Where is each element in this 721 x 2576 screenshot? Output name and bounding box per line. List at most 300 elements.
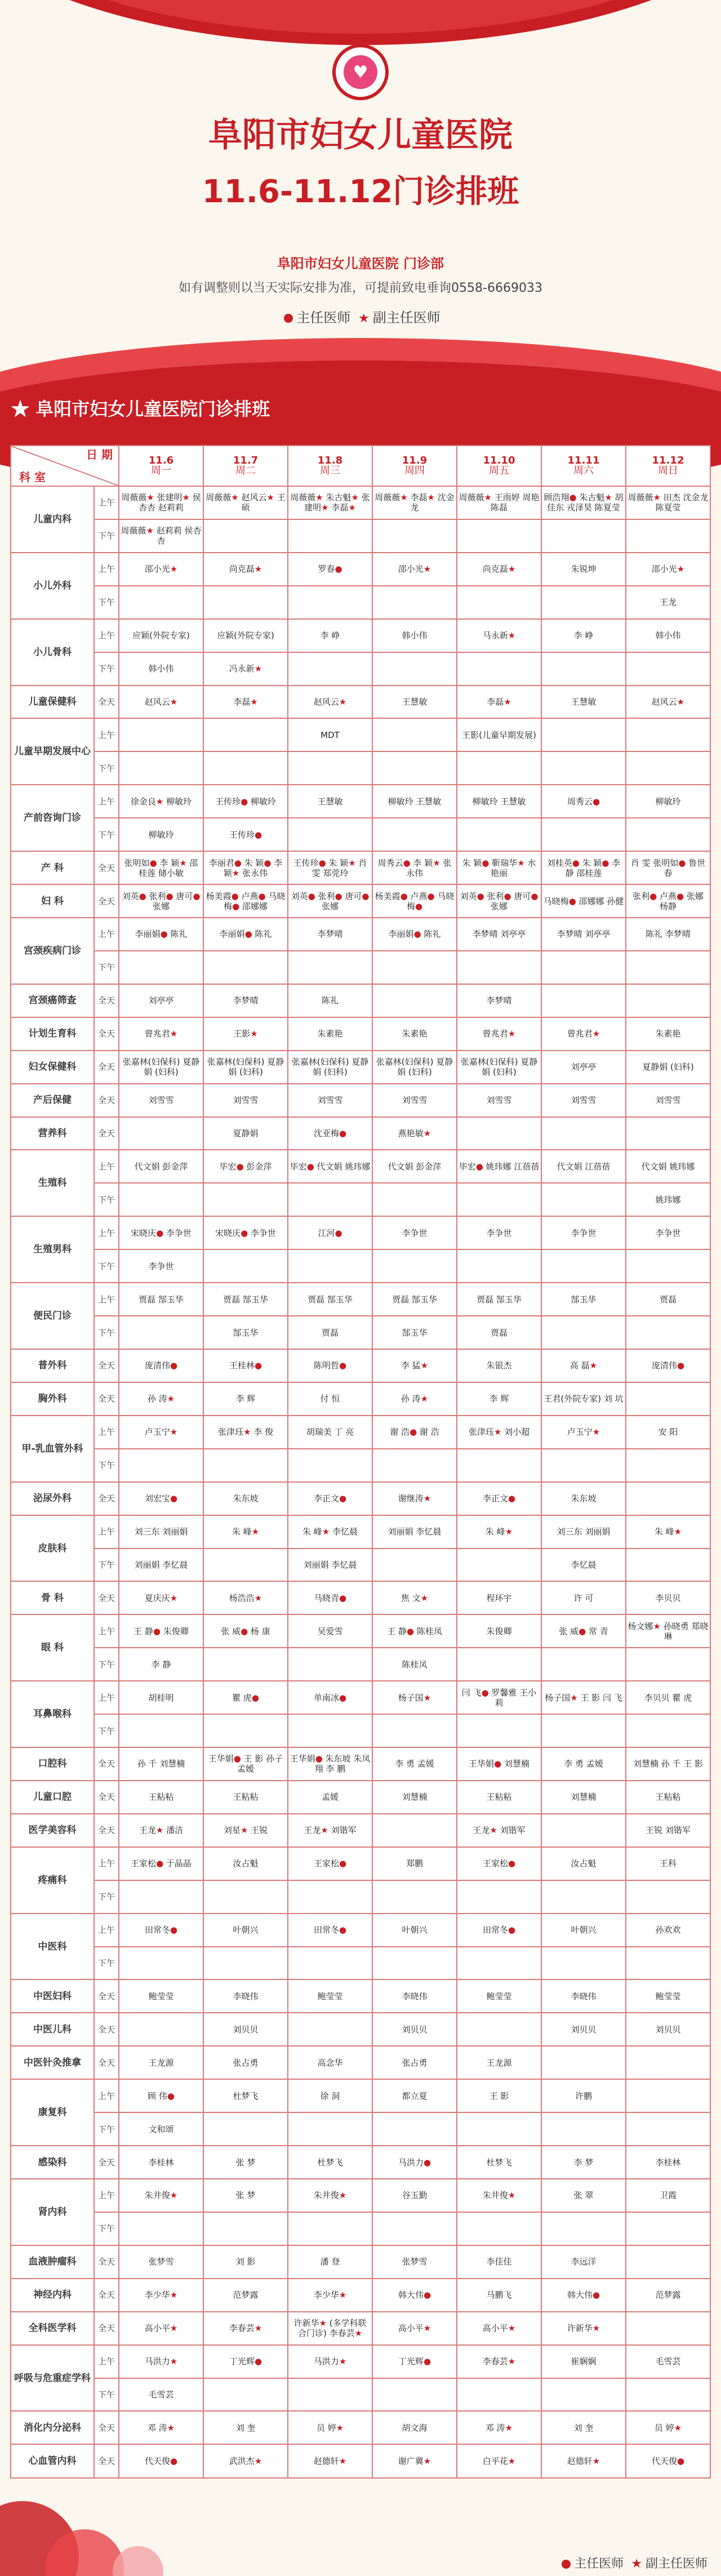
time-slot: 全天 xyxy=(94,2444,119,2478)
schedule-cell: 马晓青● xyxy=(288,1581,372,1614)
time-slot: 上午 xyxy=(94,1847,119,1880)
schedule-cell xyxy=(203,1947,288,1980)
schedule-cell: 许新华★ xyxy=(541,2312,626,2345)
schedule-cell xyxy=(626,2212,710,2245)
time-slot: 上午 xyxy=(94,2345,119,2378)
schedule-cell xyxy=(372,2378,457,2412)
schedule-cell: 贾磊 郜玉华 xyxy=(288,1283,372,1316)
time-slot: 上午 xyxy=(94,1283,119,1316)
schedule-cell: 卢玉宁★ xyxy=(119,1416,203,1449)
schedule-cell: 张津珏★ 李 俊 xyxy=(203,1416,288,1449)
schedule-cell: 田常冬● xyxy=(288,1914,372,1947)
schedule-cell xyxy=(457,1183,541,1216)
table-row xyxy=(11,1880,710,1914)
schedule-cell: 丁光辉● xyxy=(203,2345,288,2378)
schedule-cell: 陈明哲● xyxy=(288,1349,372,1382)
table-row xyxy=(11,1814,710,1847)
schedule-cell xyxy=(626,2046,710,2079)
schedule-cell: 周薇薇★ 朱古魁★ 张建明★ 李磊★ xyxy=(288,486,372,519)
schedule-cell: 高小平★ xyxy=(119,2312,203,2345)
table-row xyxy=(11,984,710,1017)
schedule-cell: 刘贝贝 xyxy=(626,2013,710,2046)
time-slot: 下午 xyxy=(94,1549,119,1582)
schedule-cell: 刘 奎 xyxy=(203,2411,288,2444)
time-slot: 上午 xyxy=(94,785,119,818)
dept-name: 普外科 xyxy=(11,1349,94,1382)
star-icon: ★ xyxy=(358,312,370,326)
schedule-cell: 江河● xyxy=(288,1216,372,1249)
schedule-cell: 孟媛 xyxy=(288,1781,372,1814)
schedule-cell: 朱 峰★ xyxy=(457,1515,541,1549)
schedule-cell: 郜玉华 xyxy=(541,1283,626,1316)
schedule-cell: 代文娟 彭金萍 xyxy=(372,1150,457,1183)
schedule-cell: 卢玉宁★ xyxy=(541,1416,626,1449)
schedule-cell: 毕宏● 代文娟 姚玮娜 xyxy=(288,1150,372,1183)
schedule-cell: 庞清伟● xyxy=(626,1349,710,1382)
schedule-cell: 韩小伟 xyxy=(372,619,457,652)
schedule-cell: 刘贝贝 xyxy=(541,2013,626,2046)
schedule-cell: 杨文娜★ 孙晓勇 郑晓琳 xyxy=(626,1614,710,1648)
schedule-cell xyxy=(541,984,626,1017)
table-row xyxy=(11,2112,710,2146)
section-banner: ★ 阜阳市妇女儿童医院门诊排班 xyxy=(0,393,721,425)
time-slot: 全天 xyxy=(94,1349,119,1382)
dept-name: 骨 科 xyxy=(11,1581,94,1614)
time-slot: 全天 xyxy=(94,1117,119,1150)
table-row xyxy=(11,1150,710,1183)
dept-name: 儿童早期发展中心 xyxy=(11,718,94,785)
schedule-cell: 李贝贝 瞿 虎 xyxy=(626,1681,710,1714)
dept-name: 产前咨询门诊 xyxy=(11,785,94,851)
schedule-cell: 柳敏玲 xyxy=(626,785,710,818)
table-row xyxy=(11,2345,710,2378)
dept-name: 计划生育科 xyxy=(11,1017,94,1051)
schedule-cell: 周薇薇★ 赵风云★ 王硕 xyxy=(203,486,288,519)
schedule-cell: 李争世 xyxy=(372,1216,457,1249)
dept-name: 便民门诊 xyxy=(11,1283,94,1349)
dept-name: 肾内科 xyxy=(11,2179,94,2245)
schedule-cell: 李 勇 孟嫒 xyxy=(541,1747,626,1781)
schedule-cell xyxy=(626,1549,710,1582)
schedule-cell: 夏静娟 (妇科) xyxy=(626,1051,710,1084)
legend: 主任医师 ★ 副主任医师 xyxy=(0,306,721,326)
time-slot: 上午 xyxy=(94,2179,119,2212)
schedule-cell: 徐金良★ 柳敏玲 xyxy=(119,785,203,818)
schedule-cell xyxy=(119,1316,203,1349)
dept-name: 宫颈疾病门诊 xyxy=(11,918,94,984)
time-slot: 全天 xyxy=(94,2013,119,2046)
schedule-cell: 毛雪芸 xyxy=(626,2345,710,2378)
time-slot: 下午 xyxy=(94,951,119,984)
schedule-cell xyxy=(541,2046,626,2079)
schedule-cell xyxy=(203,519,288,553)
table-row xyxy=(11,1781,710,1814)
dept-name: 全科医学科 xyxy=(11,2312,94,2345)
schedule-cell: 冯永新★ xyxy=(203,652,288,686)
schedule-cell xyxy=(372,718,457,751)
schedule-cell: 李丽娟● 陈礼 xyxy=(119,918,203,951)
dept-name: 中医针灸推拿 xyxy=(11,2046,94,2079)
schedule-cell xyxy=(626,1947,710,1980)
schedule-cell: 胡文海 xyxy=(372,2411,457,2444)
dept-name: 儿童口腔 xyxy=(11,1781,94,1814)
schedule-cell: 王桂林● xyxy=(203,1349,288,1382)
schedule-cell: 刘英● 张利● 唐可● 张娜 xyxy=(119,884,203,918)
schedule-cell: 谢 浩● 谢 浩 xyxy=(372,1416,457,1449)
schedule-cell: 张嘉林(妇保科) 夏静娟 (妇科) xyxy=(372,1051,457,1084)
schedule-cell: 李桂林 xyxy=(626,2146,710,2179)
time-slot: 下午 xyxy=(94,1316,119,1349)
table-row xyxy=(11,1747,710,1781)
time-slot: 全天 xyxy=(94,1814,119,1847)
schedule-cell: 高 磊★ xyxy=(541,1349,626,1382)
schedule-cell: 王粘粘 xyxy=(203,1781,288,1814)
schedule-cell xyxy=(541,751,626,785)
schedule-cell xyxy=(119,1947,203,1980)
schedule-cell xyxy=(541,951,626,984)
schedule-cell: 刘丽娟 李忆晨 xyxy=(372,1515,457,1549)
table-row xyxy=(11,652,710,686)
schedule-cell: 孙 涛★ xyxy=(372,1382,457,1416)
schedule-cell xyxy=(457,1880,541,1914)
schedule-cell: 邓 涛★ xyxy=(457,2411,541,2444)
table-row xyxy=(11,1847,710,1880)
table-row xyxy=(11,2212,710,2245)
table-row xyxy=(11,718,710,751)
schedule-cell xyxy=(457,2378,541,2412)
schedule-cell: 马永新★ xyxy=(457,619,541,652)
schedule-cell: 张占勇 xyxy=(372,2046,457,2079)
schedule-cell: 李正文● xyxy=(457,1482,541,1515)
schedule-cell: 马洪力● xyxy=(372,2146,457,2179)
schedule-cell xyxy=(626,652,710,686)
schedule-cell xyxy=(372,652,457,686)
schedule-cell: 朱银杰 xyxy=(457,1349,541,1382)
schedule-cell: 王龙★ 刘锴军 xyxy=(457,1814,541,1847)
schedule-cell: 张嘉林(妇保科) 夏静娟 (妇科) xyxy=(457,1051,541,1084)
schedule-cell: 顾 伟● xyxy=(119,2079,203,2112)
schedule-cell: 王慧敏 xyxy=(288,785,372,818)
schedule-cell xyxy=(119,718,203,751)
schedule-cell xyxy=(457,951,541,984)
schedule-cell: 张利● 卢燕● 张娜 杨静 xyxy=(626,884,710,918)
schedule-cell: 代天俊● xyxy=(626,2444,710,2478)
schedule-cell: 贾磊 xyxy=(626,1283,710,1316)
table-row xyxy=(11,818,710,851)
schedule-cell xyxy=(372,1947,457,1980)
schedule-cell xyxy=(203,718,288,751)
schedule-cell xyxy=(203,1714,288,1747)
schedule-cell: 田常冬● xyxy=(457,1914,541,1947)
time-slot: 全天 xyxy=(94,1781,119,1814)
schedule-cell: 贾磊 郜玉华 xyxy=(119,1283,203,1316)
time-slot: 上午 xyxy=(94,1614,119,1648)
schedule-cell xyxy=(457,519,541,553)
schedule-cell: 王粘粘 xyxy=(626,1781,710,1814)
table-row xyxy=(11,1183,710,1216)
schedule-cell xyxy=(288,818,372,851)
schedule-cell xyxy=(119,1880,203,1914)
dept-name: 疼痛科 xyxy=(11,1847,94,1914)
schedule-cell xyxy=(288,586,372,619)
schedule-cell: 王家松● 于晶晶 xyxy=(119,1847,203,1880)
table-row xyxy=(11,751,710,785)
dept-name: 口腔科 xyxy=(11,1747,94,1781)
schedule-cell xyxy=(372,1183,457,1216)
schedule-cell xyxy=(203,2212,288,2245)
schedule-cell xyxy=(457,1117,541,1150)
schedule-cell xyxy=(626,751,710,785)
schedule-body xyxy=(11,486,710,2478)
time-slot: 下午 xyxy=(94,1714,119,1747)
schedule-cell: 刘雪雪 xyxy=(372,1084,457,1117)
time-slot: 下午 xyxy=(94,1183,119,1216)
schedule-cell xyxy=(541,1249,626,1283)
schedule-cell xyxy=(119,1714,203,1747)
schedule-cell: 王传珍● xyxy=(203,818,288,851)
schedule-cell: 尚克磊★ xyxy=(203,553,288,586)
schedule-cell xyxy=(372,818,457,851)
schedule-cell xyxy=(372,1880,457,1914)
table-row xyxy=(11,1084,710,1117)
table-row xyxy=(11,2013,710,2046)
schedule-cell: 李争世 xyxy=(541,1216,626,1249)
schedule-cell xyxy=(541,818,626,851)
schedule-cell xyxy=(203,751,288,785)
table-row xyxy=(11,918,710,951)
schedule-cell: 张 梦 xyxy=(203,2146,288,2179)
schedule-cell: 代文娟 彭金萍 xyxy=(119,1150,203,1183)
schedule-cell: 张 梦 xyxy=(203,2179,288,2212)
dept-name: 生殖男科 xyxy=(11,1216,94,1283)
page-title: 阜阳市妇女儿童医院 xyxy=(208,115,513,155)
schedule-cell xyxy=(288,951,372,984)
schedule-cell xyxy=(457,1249,541,1283)
schedule-cell xyxy=(541,1714,626,1747)
schedule-cell: 周秀云● xyxy=(541,785,626,818)
dept-name: 甲-乳血管外科 xyxy=(11,1416,94,1482)
schedule-cell: 邵小光★ xyxy=(626,553,710,586)
schedule-cell: 李 静 xyxy=(119,1648,203,1681)
schedule-cell: 安 阳 xyxy=(626,1416,710,1449)
schedule-cell: 李争世 xyxy=(119,1249,203,1283)
schedule-cell: 都立夏 xyxy=(372,2079,457,2112)
schedule-cell xyxy=(626,818,710,851)
table-row xyxy=(11,1979,710,2013)
schedule-cell: 李晓伟 xyxy=(372,1979,457,2013)
schedule-cell xyxy=(203,1449,288,1482)
schedule-cell: 许鹏 xyxy=(541,2079,626,2112)
schedule-cell xyxy=(541,2378,626,2412)
dept-name: 感染科 xyxy=(11,2146,94,2179)
schedule-cell xyxy=(119,1117,203,1150)
time-slot: 全天 xyxy=(94,1979,119,2013)
schedule-cell: 王影★ xyxy=(203,1017,288,1051)
schedule-cell: 杜梦飞 xyxy=(203,2079,288,2112)
schedule-cell: 周薇薇★ 张建明★ 侯杏杏 赵莉莉 xyxy=(119,486,203,519)
schedule-cell: 邵小光★ xyxy=(119,553,203,586)
schedule-cell: 王华娟● 刘慧楠 xyxy=(457,1747,541,1781)
schedule-cell xyxy=(288,652,372,686)
schedule-cell: 李春芸★ xyxy=(457,2345,541,2378)
dept-name: 康复科 xyxy=(11,2079,94,2146)
schedule-cell: 杜梦飞 xyxy=(457,2146,541,2179)
table-row xyxy=(11,1482,710,1515)
schedule-cell: 王 静● 陈桂凤 xyxy=(372,1614,457,1648)
schedule-cell: 刘亭亭 xyxy=(119,984,203,1017)
schedule-cell: 王龙★ 刘锴军 xyxy=(288,1814,372,1847)
schedule-cell: 刘雪雪 xyxy=(541,1084,626,1117)
schedule-cell xyxy=(288,2013,372,2046)
schedule-table xyxy=(10,445,711,2479)
schedule-cell: 周秀云● 李 颖★ 张永伟 xyxy=(372,851,457,884)
schedule-cell: 李 猛★ xyxy=(372,1349,457,1382)
schedule-cell: 张嘉林(妇保科) 夏静娟 (妇科) xyxy=(203,1051,288,1084)
schedule-cell: 员 婷★ xyxy=(626,2411,710,2444)
schedule-cell: 李佳佳 xyxy=(457,2245,541,2279)
schedule-cell xyxy=(541,652,626,686)
schedule-cell xyxy=(541,1316,626,1349)
schedule-cell: 刘慧楠 xyxy=(541,1781,626,1814)
table-row xyxy=(11,785,710,818)
dept-name: 妇 科 xyxy=(11,884,94,918)
schedule-cell: 高小平★ xyxy=(457,2312,541,2345)
schedule-cell xyxy=(457,2112,541,2146)
time-slot: 下午 xyxy=(94,652,119,686)
schedule-cell: 徐 洞 xyxy=(288,2079,372,2112)
table-row xyxy=(11,2079,710,2112)
day-header: 11.7 周二 xyxy=(203,446,288,486)
schedule-cell xyxy=(119,1183,203,1216)
table-row xyxy=(11,619,710,652)
schedule-cell: 柳敏玲 xyxy=(119,818,203,851)
time-slot: 全天 xyxy=(94,1084,119,1117)
schedule-cell: 朱素艳 xyxy=(626,1017,710,1051)
schedule-cell xyxy=(288,1449,372,1482)
schedule-cell: 杨子国★ 王 影 闫 飞 xyxy=(541,1681,626,1714)
schedule-cell: 刘 奎 xyxy=(541,2411,626,2444)
schedule-cell: 毛雪芸 xyxy=(119,2378,203,2412)
schedule-cell xyxy=(457,652,541,686)
schedule-cell: 崔娴娴 xyxy=(541,2345,626,2378)
hero-header xyxy=(0,0,721,473)
star-icon: ★ xyxy=(631,2557,642,2571)
schedule-cell: 赵风云★ xyxy=(626,686,710,719)
schedule-cell: 宋晓庆● 李争世 xyxy=(119,1216,203,1249)
schedule-cell: 贾磊 郜玉华 xyxy=(372,1283,457,1316)
table-row xyxy=(11,1714,710,1747)
schedule-cell: 刘宏宝● xyxy=(119,1482,203,1515)
schedule-cell: 柳敏玲 王慧敏 xyxy=(372,785,457,818)
schedule-cell xyxy=(457,751,541,785)
schedule-cell xyxy=(626,2245,710,2279)
schedule-cell xyxy=(457,818,541,851)
schedule-cell: 罗春● xyxy=(288,553,372,586)
schedule-cell: 周薇薇★ 赵莉莉 侯杏杏 xyxy=(119,519,203,553)
dept-name: 产后保健 xyxy=(11,1084,94,1117)
dept-name: 生殖科 xyxy=(11,1150,94,1216)
table-row xyxy=(11,1382,710,1416)
schedule-cell: 李少华★ xyxy=(119,2279,203,2312)
time-slot: 上午 xyxy=(94,553,119,586)
schedule-cell: 李 勇 孟媛 xyxy=(372,1747,457,1781)
day-header: 11.11 周六 xyxy=(541,446,626,486)
schedule-cell: 宋晓庆● 李争世 xyxy=(203,1216,288,1249)
schedule-cell: 李丽娟● 陈礼 xyxy=(372,918,457,951)
time-slot: 全天 xyxy=(94,984,119,1017)
time-slot: 下午 xyxy=(94,1648,119,1681)
schedule-cell: 朱素艳 xyxy=(288,1017,372,1051)
time-slot: 下午 xyxy=(94,2112,119,2146)
schedule-cell xyxy=(119,951,203,984)
schedule-cell: 朱井俊★ xyxy=(457,2179,541,2212)
schedule-cell: 杨美霞● 卢燕● 马晓梅● xyxy=(372,884,457,918)
schedule-cell: 付 恒 xyxy=(288,1382,372,1416)
schedule-cell: 韩小伟 xyxy=(626,619,710,652)
table-row xyxy=(11,2245,710,2279)
dept-name: 耳鼻喉科 xyxy=(11,1681,94,1747)
schedule-cell: 员 婷★ xyxy=(288,2411,372,2444)
schedule-cell xyxy=(626,2079,710,2112)
schedule-cell: 刘星★ 王锐 xyxy=(203,1814,288,1847)
chief-dot-icon xyxy=(284,314,293,323)
schedule-cell: 朱井俊★ xyxy=(288,2179,372,2212)
schedule-cell xyxy=(541,1814,626,1847)
schedule-cell xyxy=(626,1482,710,1515)
schedule-cell: 刘贝贝 xyxy=(372,2013,457,2046)
corner-cell: 日 期 科 室 xyxy=(11,446,119,486)
time-slot: 下午 xyxy=(94,1880,119,1914)
schedule-cell: 李远洋 xyxy=(541,2245,626,2279)
schedule-cell xyxy=(372,1449,457,1482)
table-row xyxy=(11,2046,710,2079)
schedule-cell: 刘亭亭 xyxy=(541,1051,626,1084)
schedule-cell: 李晓伟 xyxy=(203,1979,288,2013)
schedule-cell: 夏庆庆★ xyxy=(119,1581,203,1614)
schedule-cell: 瞿 虎● xyxy=(203,1681,288,1714)
schedule-cell: 汝占魁 xyxy=(203,1847,288,1880)
schedule-cell: 刘英● 张利● 唐可● 张娜 xyxy=(457,884,541,918)
table-row xyxy=(11,2312,710,2345)
time-slot: 上午 xyxy=(94,718,119,751)
schedule-cell: 陈礼 xyxy=(288,984,372,1017)
schedule-cell: 王君(外院专家) 刘 坑 xyxy=(541,1382,626,1416)
schedule-cell: 马洪力★ xyxy=(119,2345,203,2378)
schedule-cell: 孙 涛★ xyxy=(119,1382,203,1416)
schedule-cell xyxy=(372,951,457,984)
schedule-cell: 胡桂明 xyxy=(119,1681,203,1714)
time-slot: 上午 xyxy=(94,1914,119,1947)
schedule-cell xyxy=(541,586,626,619)
schedule-cell xyxy=(541,1880,626,1914)
schedule-cell xyxy=(288,1714,372,1747)
schedule-cell xyxy=(119,586,203,619)
footer-decor xyxy=(0,2479,721,2576)
schedule-cell: 张 翠 xyxy=(541,2179,626,2212)
schedule-cell: 王粘粘 xyxy=(119,1781,203,1814)
schedule-cell: 周薇薇★ 李磊★ 沈金龙 xyxy=(372,486,457,519)
schedule-cell: 贾磊 xyxy=(288,1316,372,1349)
schedule-cell xyxy=(372,586,457,619)
dept-name: 胸外科 xyxy=(11,1382,94,1416)
schedule-cell: 尚克磊★ xyxy=(457,553,541,586)
schedule-cell: 李磊★ xyxy=(203,686,288,719)
time-slot: 全天 xyxy=(94,1747,119,1781)
schedule-cell xyxy=(288,1183,372,1216)
dept-name: 产 科 xyxy=(11,851,94,884)
schedule-cell: 王华娟● 王 影 孙子孟嫒 xyxy=(203,1747,288,1781)
schedule-cell: 李春芸★ xyxy=(203,2312,288,2345)
